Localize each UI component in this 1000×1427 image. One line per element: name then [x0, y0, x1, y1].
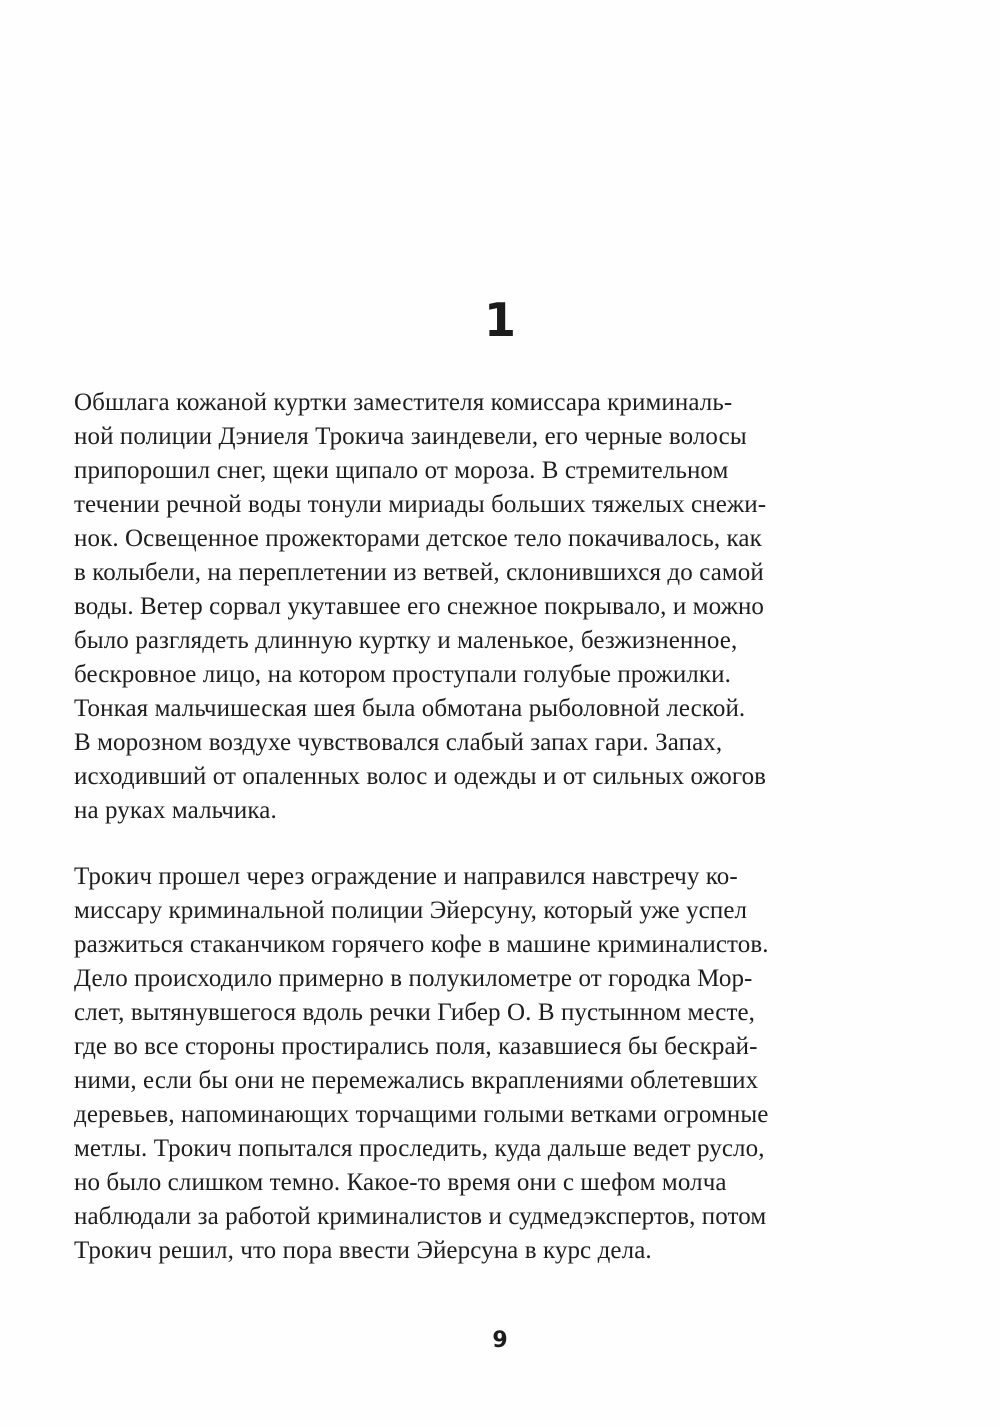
text-line: наблюдали за работой криминалистов и судмедэкспертов, потом: [74, 1203, 767, 1230]
text-line: где во все стороны простирались поля, казавшиеся бы бескрай-: [74, 1033, 758, 1060]
text-line: припорошил снег, щеки щипало от мороза. В стремительном: [74, 457, 729, 484]
text-line: ной полиции Дэниеля Трокича заиндевели, его черные волосы: [74, 423, 747, 450]
text-line: Тонкая мальчишеская шея была обмотана рыболовной леской.: [74, 695, 746, 722]
text-line: деревьев, напоминающих торчащими голыми ветками огромные: [74, 1101, 769, 1128]
text-line: течении речной воды тонули мириады больших тяжелых снежи-: [74, 491, 767, 518]
paragraph-1: [74, 386, 934, 828]
text-line: в колыбели, на переплетении из ветвей, склонившихся до самой: [74, 559, 764, 586]
text-line: исходивший от опаленных волос и одежды и от сильных ожогов: [74, 763, 767, 790]
text-line: но было слишком темно. Какое-то время они с шефом молча: [74, 1169, 727, 1196]
text-line: Трокич решил, что пора ввести Эйерсуна в курс дела.: [74, 1237, 652, 1264]
text-line: разжиться стаканчиком горячего кофе в машине криминалистов.: [74, 931, 769, 958]
chapter-number: 1: [483, 293, 516, 347]
text-line: миссару криминальной полиции Эйерсуну, который уже успел: [74, 897, 748, 924]
text-line: слет, вытянувшегося вдоль речки Гибер О. В пустынном месте,: [74, 999, 756, 1026]
text-line: В морозном воздухе чувствовался слабый запах гари. Запах,: [74, 729, 723, 756]
text-line: на руках мальчика.: [74, 797, 277, 824]
text-line: Обшлага кожаной куртки заместителя комиссара криминаль-: [74, 389, 733, 416]
text-line: бескровное лицо, на котором проступали голубые прожилки.: [74, 661, 731, 688]
text-line: нок. Освещенное прожекторами детское тело покачивалось, как: [74, 525, 762, 552]
paragraph-2: [74, 860, 934, 1268]
text-line: Трокич прошел через ограждение и направился навстречу ко-: [74, 863, 738, 890]
text-line: Дело происходило примерно в полукилометре от городка Мор-: [74, 965, 753, 992]
text-line: метлы. Трокич попытался проследить, куда дальше ведет русло,: [74, 1135, 765, 1162]
text-line: воды. Ветер сорвал укутавшее его снежное покрывало, и можно: [74, 593, 765, 620]
page-number: 9: [492, 1328, 508, 1353]
text-line: ними, если бы они не перемежались вкраплениями облетевших: [74, 1067, 759, 1094]
text-line: было разглядеть длинную куртку и маленькое, безжизненное,: [74, 627, 738, 654]
